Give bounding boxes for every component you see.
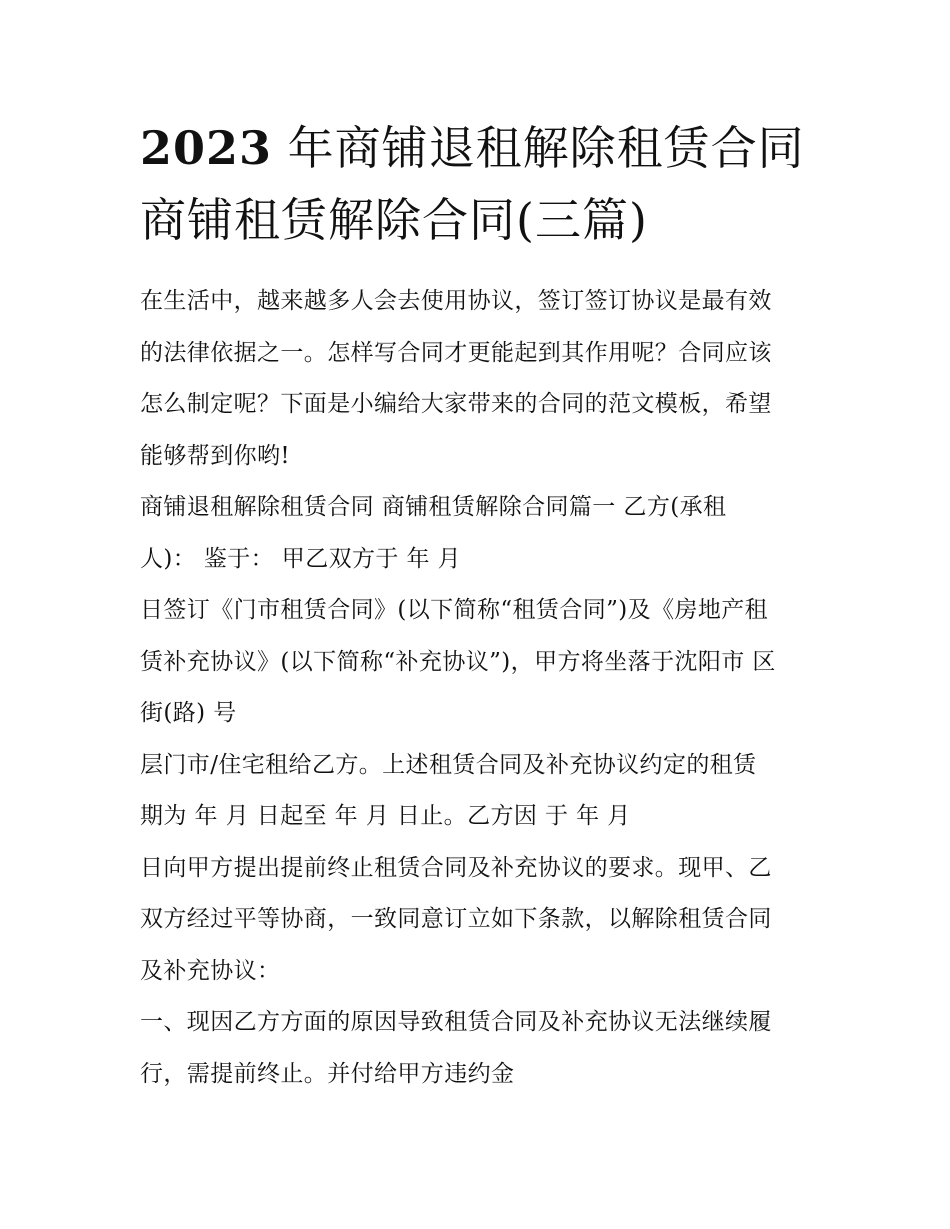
body-line: 行，需提前终止。并付给甲方违约金 xyxy=(140,1060,515,1087)
body-line: 商铺退租解除租赁合同 商铺租赁解除合同篇一 乙方(承租 xyxy=(140,494,727,520)
body-line: 期为 年 月 日起至 年 月 日止。乙方因 于 年 月 xyxy=(140,803,631,829)
title-year: 2023 xyxy=(140,121,273,175)
body-line: 在生活中，越来越多人会去使用协议，签订签订协议是最有效 xyxy=(140,288,772,314)
body-line: 日签订《门市租赁合同》(以下简称“租赁合同”)及《房地产租 xyxy=(140,597,769,623)
body-line: 赁补充协议》(以下简称“补充协议”)，甲方将坐落于沈阳市 区 xyxy=(140,648,776,675)
body-line: 街(路) 号 xyxy=(140,700,237,726)
title-line-1-text: 年商铺退租解除租赁合同 xyxy=(272,121,805,175)
body-line: 日向甲方提出提前终止租赁合同及补充协议的要求。现甲、乙 xyxy=(140,854,772,881)
body-line: 能够帮到你哟! xyxy=(140,442,291,469)
body-line: 及补充协议： xyxy=(140,957,281,984)
document-title xyxy=(140,112,840,256)
body-line: 一、现因乙方方面的原因导致租赁合同及补充协议无法继续履 xyxy=(140,1009,772,1035)
body-line: 双方经过平等协商，一致同意订立如下条款，以解除租赁合同 xyxy=(140,906,772,932)
body-line: 的法律依据之一。怎样写合同才更能起到其作用呢？合同应该 xyxy=(140,339,772,366)
title-line-2: 商铺租赁解除合同(三篇) xyxy=(140,193,648,247)
title-line-1 xyxy=(140,112,840,184)
body-line: 怎么制定呢？下面是小编给大家带来的合同的范文模板，希望 xyxy=(140,391,772,417)
document-body xyxy=(140,276,830,1100)
body-line: 层门市/住宅租给乙方。上述租赁合同及补充协议约定的租赁 xyxy=(140,751,757,778)
body-line: 人)： 鉴于： 甲乙双方于 年 月 xyxy=(140,545,462,572)
